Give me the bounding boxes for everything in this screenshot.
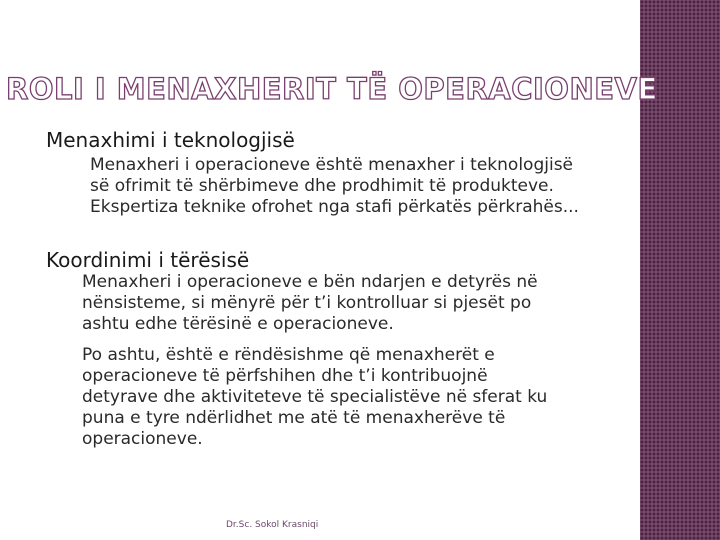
footer-author: Dr.Sc. Sokol Krasniqi [226, 520, 319, 530]
bullet-heading-coordination: Koordinimi i tërësisë [46, 248, 250, 272]
paragraph-coordination-1: Menaxheri i operacioneve e bën ndarjen e detyrës në nënsisteme, si mënyrë për t’i kontrolluar si pjesët po ashtu edhe tërësinë e operacioneve. [82, 272, 538, 334]
bullet-heading-technology: Menaxhimi i teknologjisë [46, 128, 295, 152]
paragraph-coordination-2: Po ashtu, është e rëndësishme që menaxherët e operacioneve të përfshihen dhe t’i kontribuojnë detyrave dhe aktiviteteve të specialistëve në sferat ku puna e tyre ndërlidhet me atë të menaxherëve të operacioneve. [82, 345, 548, 449]
paragraph-technology: Menaxheri i operacioneve është menaxher i teknologjisë së ofrimit të shërbimeve dhe prodhimit të produkteve. Ekspertiza teknike ofrohet nga stafi përkatës përkrahës... [90, 155, 579, 217]
slide-title: ROLI I MENAXHERIT TË OPERACIONEVE [6, 72, 658, 106]
